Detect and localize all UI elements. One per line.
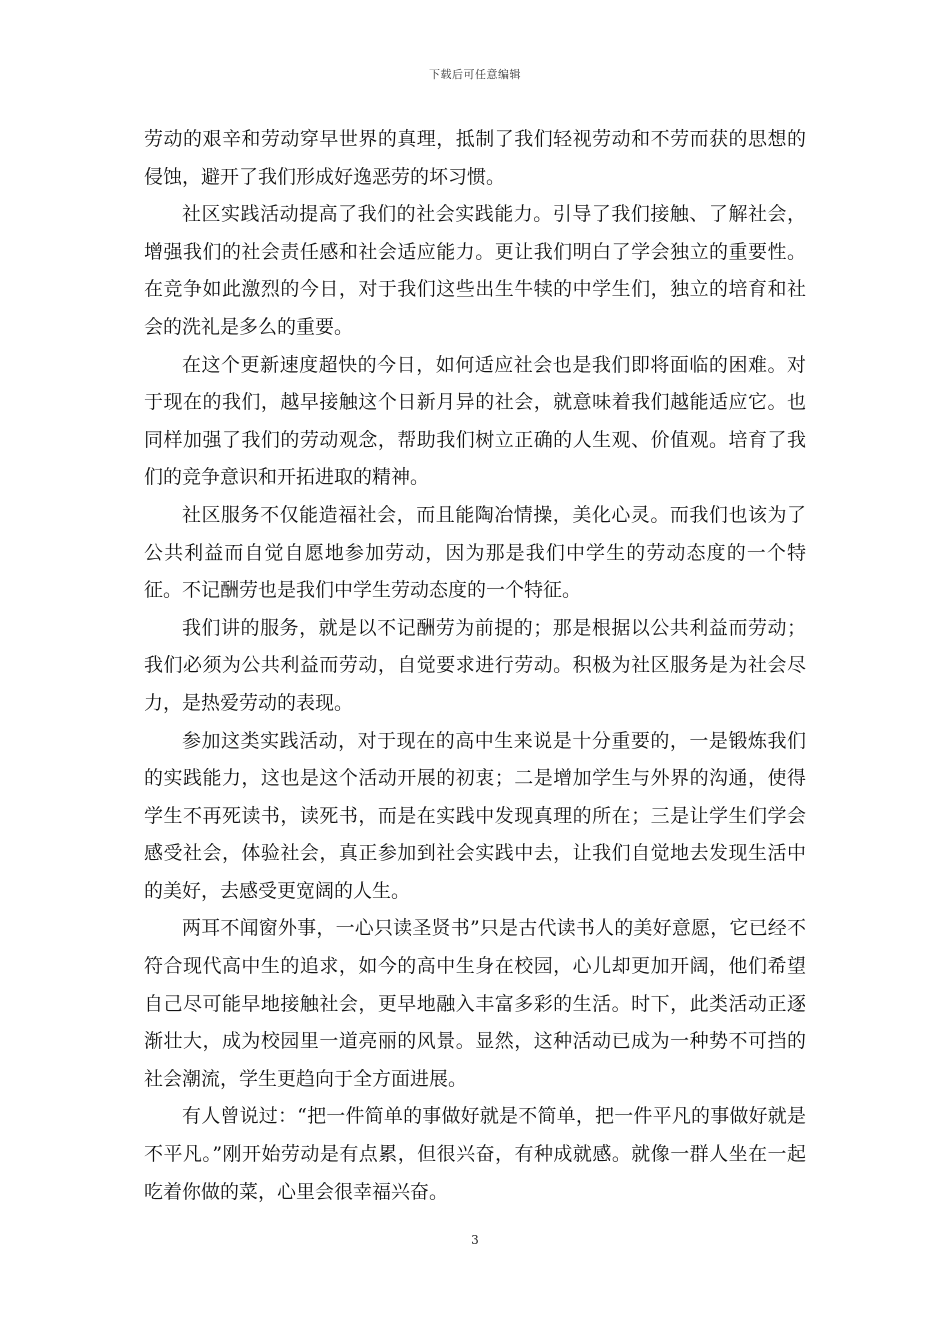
paragraph: 社区服务不仅能造福社会，而且能陶冶情操，美化心灵。而我们也该为了公共利益而自觉自愿地参加劳动，因为那是我们中学生的劳动态度的一个特征。不记酬劳也是我们中学生劳动态度的一个特征。 [144,503,806,602]
paragraph: 社区实践活动提高了我们的社会实践能力。引导了我们接触、了解社会，增强我们的社会责任感和社会适应能力。更让我们明白了学会独立的重要性。在竞争如此激烈的今日，对于我们这些出生牛犊的中学生们，独立的培育和社会的洗礼是多么的重要。 [144,203,806,338]
paragraph: 我们讲的服务，就是以不记酬劳为前提的；那是根据以公共利益而劳动；我们必须为公共利益而劳动，自觉要求进行劳动。积极为社区服务是为社会尽力，是热爱劳动的表现。 [144,616,806,714]
paragraph: 在这个更新速度超快的今日，如何适应社会也是我们即将面临的困难。对于现在的我们，越早接触这个日新月异的社会，就意味着我们越能适应它。也同样加强了我们的劳动观念，帮助我们树立正确的人生观、价值观。培育了我们的竞争意识和开拓进取的精神。 [144,353,806,489]
paragraph-continued: 劳动的艰辛和劳动穿早世界的真理，抵制了我们轻视劳动和不劳而获的思想的侵蚀，避开了我们形成好逸恶劳的坏习惯。 [144,128,806,188]
page-number: 3 [471,1233,479,1247]
paragraph: 两耳不闻窗外事，一心只读圣贤书”只是古代读书人的美好意愿，它已经不符合现代高中生的追求，如今的高中生身在校园，心儿却更加开阔，他们希望自己尽可能早地接触社会，更早地融入丰富多彩的生活。时下，此类活动正逐渐壮大，成为校园里一道亮丽的风景。显然，这种活动已成为一种势不可挡的社会潮流，学生更趋向于全方面进展。 [144,917,806,1090]
page-header: 下载后可任意编辑 [429,68,521,81]
document-body [144,121,806,1211]
paragraph: 参加这类实践活动，对于现在的高中生来说是十分重要的，一是锻炼我们的实践能力，这也是这个活动开展的初衷；二是增加学生与外界的沟通，使得学生不再死读书，读死书，而是在实践中发现真理的所在；三是让学生们学会感受社会，体验社会，真正参加到社会实践中去，让我们自觉地去发现生活中的美好，去感受更宽阔的人生。 [144,729,806,902]
paragraph: 有人曾说过：“把一件简单的事做好就是不简单，把一件平凡的事做好就是不平凡。”刚开始劳动是有点累，但很兴奋，有种成就感。就像一群人坐在一起吃着你做的菜，心里会很幸福兴奋。 [144,1105,806,1203]
